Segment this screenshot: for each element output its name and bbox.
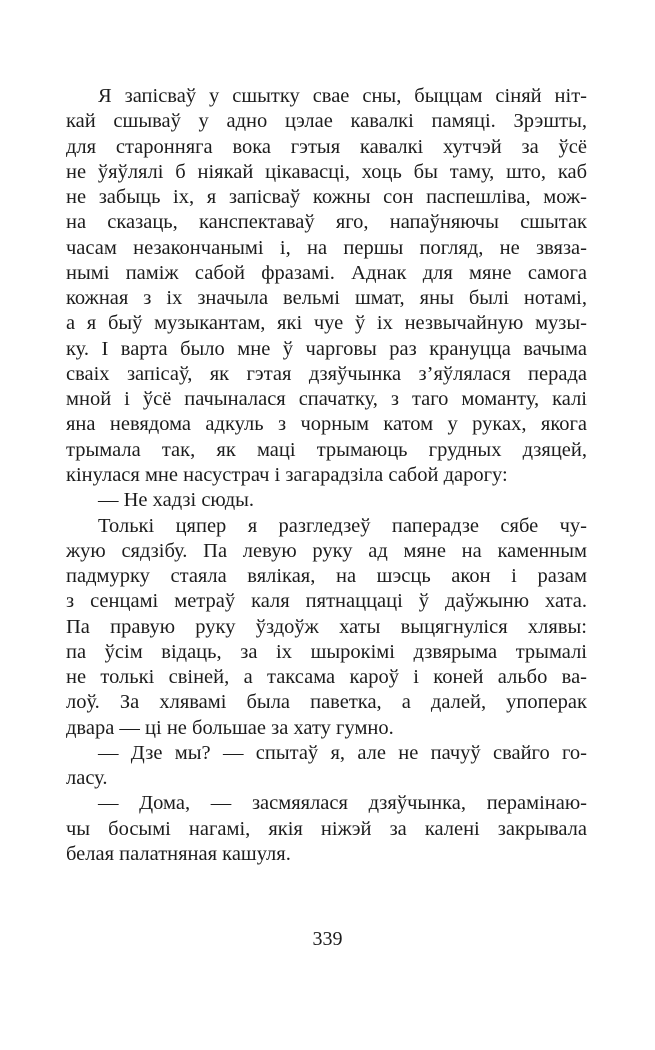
text-line: Я запісваў у сшытку свае сны, быццам сіняй ніт-: [98, 85, 587, 107]
text-line: кінулася мне насустрач і загарадзіла сабой дарогу:: [66, 463, 508, 486]
paragraph: [66, 84, 587, 488]
text-line: не ўяўлялі б ніякай цікавасці, хоць бы таму, што, каб: [66, 160, 587, 183]
text-line: не забыць іх, я запісваў кожны сон паспешліва, мож-: [66, 186, 587, 209]
text-line: падмурку стаяла вялікая, на шэсць акон і разам: [66, 565, 587, 588]
text-line: па ўсім відаць, за іх шырокімі дзвярыма трымалі: [66, 640, 587, 663]
text-line: ласу.: [66, 767, 108, 790]
text-line: для старонняга вока гэтыя кавалкі хутчэй за ўсё: [66, 135, 587, 158]
text-line: двара — ці не большае за хату гумно.: [66, 716, 394, 739]
text-line: — Дзе мы? — спытаў я, але не пачуў свайго го-: [98, 741, 587, 764]
text-line: жую сядзібу. Па левую руку ад мяне на каменным: [66, 539, 587, 562]
text-line: з сенцамі метраў каля пятнаццаці ў даўжыню хата.: [66, 590, 587, 613]
text-line: часам незакончанымі і, на першы погляд, не звяза-: [66, 236, 587, 259]
text-line: Толькі цяпер я разгледзеў паперадзе сябе чу-: [98, 514, 587, 537]
paragraph: [66, 791, 587, 867]
text-line: на сказаць, канспектаваў яго, напаўняючы сшытак: [66, 211, 587, 234]
text-line: нымі паміж сабой фразамі. Аднак для мяне самога: [66, 261, 587, 284]
page-number: 339: [312, 928, 343, 950]
text-line: чы босымі нагамі, якія ніжэй за калені закрывала: [66, 817, 587, 840]
text-line: лоў. За хлявамі была паветка, а далей, упоперак: [66, 691, 587, 714]
paragraph: [66, 741, 587, 792]
text-line: сваіх запісаў, як гэтая дзяўчынка з’яўлялася перада: [66, 362, 587, 385]
text-line: не толькі свіней, а таксама кароў і коней альбо ва-: [66, 666, 587, 689]
paragraph: [66, 514, 587, 741]
text-line: — Не хадзі сюды.: [98, 489, 255, 512]
text-line: Па правую руку ўздоўж хаты выцягнуліся хлявы:: [66, 615, 587, 638]
text-line: кожная з іх значыла вельмі шмат, яны былі нотамі,: [66, 287, 587, 310]
text-line: белая палатняная кашуля.: [66, 842, 291, 865]
text-line: кай сшываў у адно цэлае кавалкі памяці. Зрэшты,: [66, 110, 587, 133]
text-line: мной і ўсё пачыналася спачатку, з таго моманту, калі: [66, 388, 587, 411]
paragraph: [66, 488, 587, 513]
page-body-text: [66, 84, 587, 867]
text-line: ку. І варта было мне ў чарговы раз крануцца вачыма: [66, 337, 587, 360]
text-line: — Дома, — засмяялася дзяўчынка, перамінаю-: [98, 792, 587, 815]
text-line: трымала так, як маці трымаюць грудных дзяцей,: [66, 438, 587, 461]
text-line: яна невядома адкуль з чорным катом у руках, якога: [66, 413, 587, 436]
text-line: а я быў музыкантам, які чуе ў іх незвычайную музы-: [66, 312, 587, 335]
